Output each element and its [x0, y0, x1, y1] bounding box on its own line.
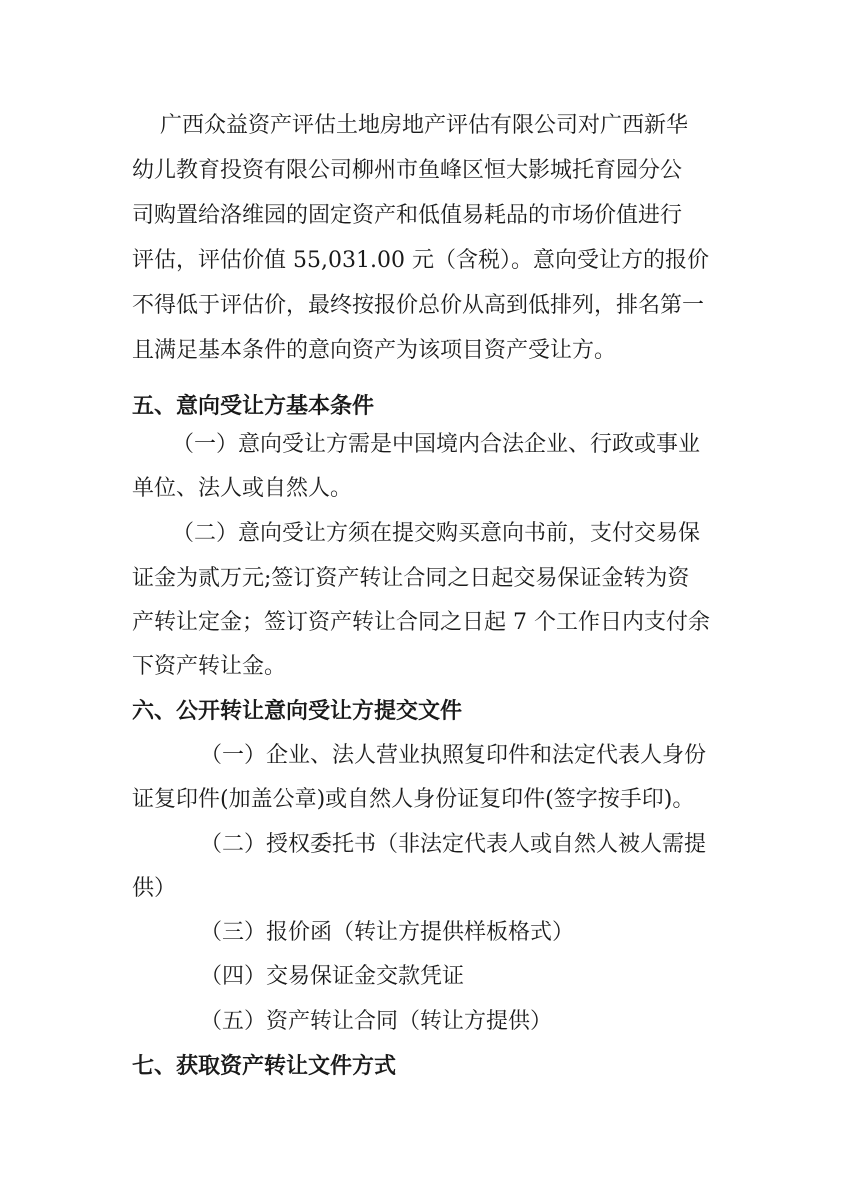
paragraph-line: 单位、法人或自然人。: [132, 476, 353, 501]
paragraph-line: （一）企业、法人营业执照复印件和法定代表人身份: [200, 743, 707, 768]
paragraph-line: 且满足基本条件的意向资产为该项目资产受让方。: [132, 338, 617, 363]
section-6-item-3: （三）报价函（转让方提供样板格式）: [200, 920, 575, 945]
section-6-heading: 六、公开转让意向受让方提交文件: [132, 698, 463, 724]
paragraph-line: （二）意向受让方须在提交购买意向书前，支付交易保: [172, 521, 701, 546]
paragraph-line: 证复印件(加盖公章)或自然人身份证复印件(签字按手印)。: [132, 787, 695, 812]
paragraph-line: （二）授权委托书（非法定代表人或自然人被人需提: [200, 832, 707, 857]
paragraph-line: 评估，评估价值 55,031.00 元（含税）。意向受让方的报价: [132, 248, 709, 273]
paragraph-line: 不得低于评估价，最终按报价总价从高到低排列，排名第一: [132, 293, 705, 318]
paragraph-line: 司购置给洛维园的固定资产和低值易耗品的市场价值进行: [132, 203, 683, 228]
paragraph-line: 证金为贰万元;签订资产转让合同之日起交易保证金转为资: [132, 566, 690, 591]
section-6-item-5: （五）资产转让合同（转让方提供）: [200, 1009, 553, 1034]
section-6-item-4: （四）交易保证金交款凭证: [200, 964, 465, 989]
paragraph-line: 幼儿教育投资有限公司柳州市鱼峰区恒大影城托育园分公: [132, 158, 683, 183]
paragraph-line: 广西众益资产评估土地房地产评估有限公司对广西新华: [160, 113, 689, 138]
paragraph-line: （一）意向受让方需是中国境内合法企业、行政或事业: [172, 432, 701, 457]
section-7-heading: 七、获取资产转让文件方式: [132, 1053, 397, 1079]
paragraph-line: 产转让定金；签订资产转让合同之日起 7 个工作日内支付余: [132, 610, 710, 635]
paragraph-line: 下资产转让金。: [132, 654, 287, 679]
section-5-heading: 五、意向受让方基本条件: [132, 393, 375, 419]
paragraph-line: 供）: [132, 876, 177, 901]
